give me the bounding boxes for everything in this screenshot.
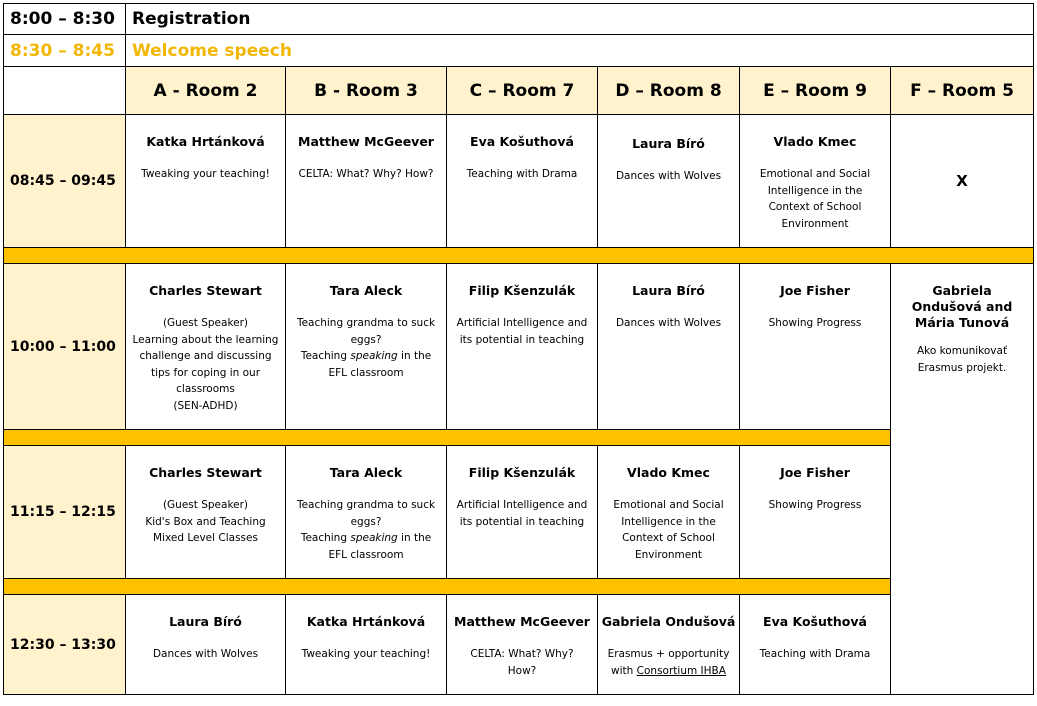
session-cell (447, 115, 598, 248)
room-f-header: F – Room 5 (891, 67, 1034, 115)
talk-title-text: Teaching grandma to suck eggs? (296, 499, 436, 528)
speaker-name: Tara Aleck (329, 465, 403, 480)
registration-label: Registration (126, 4, 1034, 35)
talk-title-text: Kid's Box and Teaching Mixed Level Classes (145, 515, 266, 544)
speaker-name: Katka Hrtánková (146, 134, 265, 149)
speaker-name: Laura Bíró (632, 283, 705, 298)
session-cell (447, 446, 598, 579)
break-bar (4, 579, 891, 595)
session-cell (447, 595, 598, 695)
session-cell-room-f (891, 264, 1034, 695)
speaker-name: Charles Stewart (149, 465, 262, 480)
speaker-name: Gabriela Ondušová and Mária Tunová (911, 283, 1013, 330)
speaker-name: Filip Kšenzulák (468, 283, 576, 298)
registration-time: 8:00 – 8:30 (4, 4, 126, 35)
break-row (4, 248, 1034, 264)
talk-title: Emotional and Social Intelligence in the Context of School Environment (759, 168, 871, 230)
talk-title (598, 646, 739, 679)
talk-subtitle-end: in the EFL classroom (328, 532, 432, 561)
slot-3-time: 11:15 – 12:15 (4, 446, 126, 579)
talk-subtitle-emphasis: speaking (350, 350, 398, 362)
talk-subtitle-start: Teaching (300, 350, 351, 362)
talk-title: Emotional and Social Intelligence in the Context of School Environment (613, 499, 724, 561)
room-e-header: E – Room 9 (740, 67, 891, 115)
speaker-name: Joe Fisher (780, 465, 850, 480)
rooms-header-row (4, 67, 1034, 115)
talk-title: CELTA: What? Why? How? (298, 168, 434, 180)
talk-subtitle-start: Teaching (300, 532, 351, 544)
session-cell (598, 446, 740, 579)
session-cell (740, 264, 891, 430)
slot-1-time: 08:45 – 09:45 (4, 115, 126, 248)
speaker-name: Tara Aleck (329, 283, 403, 298)
talk-subtitle (292, 348, 440, 381)
slot-3-row (4, 446, 1034, 579)
no-session-mark: X (891, 115, 1034, 248)
room-a-header: A - Room 2 (126, 67, 286, 115)
room-d-header: D – Room 8 (598, 67, 740, 115)
welcome-time: 8:30 – 8:45 (4, 35, 126, 67)
speaker-name: Matthew McGeever (298, 134, 434, 149)
room-c-header: C – Room 7 (447, 67, 598, 115)
session-cell (126, 115, 286, 248)
speaker-name: Gabriela Ondušová (601, 614, 736, 629)
session-cell (598, 595, 740, 695)
speaker-name: Vlado Kmec (627, 465, 710, 480)
speaker-name: Filip Kšenzulák (468, 465, 576, 480)
slot-1-row (4, 115, 1034, 248)
speaker-name: Eva Košuthová (470, 134, 574, 149)
session-cell (126, 446, 286, 579)
break-row (4, 430, 1034, 446)
room-b-header: B - Room 3 (286, 67, 447, 115)
session-cell (598, 115, 740, 248)
talk-subtitle-emphasis: speaking (350, 532, 398, 544)
break-row (4, 579, 1034, 595)
speaker-name: Vlado Kmec (773, 134, 857, 149)
speaker-name: Laura Bíró (632, 136, 705, 151)
guest-speaker-note: (Guest Speaker) (162, 499, 249, 511)
talk-title: Dances with Wolves (615, 170, 722, 182)
welcome-row (4, 35, 1034, 67)
talk-title: Dances with Wolves (152, 648, 259, 660)
break-bar (4, 430, 891, 446)
slot-2-time: 10:00 – 11:00 (4, 264, 126, 430)
session-cell (286, 264, 447, 430)
guest-speaker-note: (Guest Speaker) (162, 317, 249, 329)
consortium-link[interactable]: Consortium IHBA (636, 664, 726, 677)
talk-subtitle-end: in the EFL classroom (328, 350, 432, 379)
talk-title: Artificial Intelligence and its potential in teaching (456, 317, 588, 346)
schedule-table (3, 3, 1034, 695)
speaker-name: Eva Košuthová (763, 614, 867, 629)
session-cell (447, 264, 598, 430)
talk-title: Artificial Intelligence and its potential in teaching (456, 499, 588, 528)
corner-cell (4, 67, 126, 115)
session-cell (740, 446, 891, 579)
talk-title: Tweaking your teaching! (141, 168, 270, 180)
speaker-name: Laura Bíró (169, 614, 242, 629)
registration-row (4, 4, 1034, 35)
session-cell (598, 264, 740, 430)
talk-title-text: Erasmus + opportunity with (607, 648, 730, 677)
talk-title: Teaching with Drama (759, 648, 871, 660)
talk-title: Showing Progress (768, 317, 862, 329)
talk-title-text: Teaching grandma to suck eggs? (296, 317, 436, 346)
talk-title: Tweaking your teaching! (301, 648, 431, 660)
break-bar (4, 248, 1034, 264)
slot-4-time: 12:30 – 13:30 (4, 595, 126, 695)
talk-title: Ako komunikovať Erasmus projekt. (916, 345, 1008, 374)
welcome-label: Welcome speech (126, 35, 1034, 67)
slot-2-row (4, 264, 1034, 430)
session-cell (286, 446, 447, 579)
session-cell (126, 264, 286, 430)
speaker-name: Katka Hrtánková (306, 614, 426, 629)
speaker-name: Joe Fisher (780, 283, 850, 298)
session-cell (286, 595, 447, 695)
session-cell (126, 595, 286, 695)
talk-title: CELTA: What? Why? How? (470, 648, 574, 677)
talk-title-text: Learning about the learning challenge and discussing tips for coping in our classrooms (132, 333, 279, 395)
session-cell (740, 595, 891, 695)
talk-title: Showing Progress (768, 499, 862, 511)
talk-title (286, 315, 446, 381)
session-cell (740, 115, 891, 248)
slot-4-row (4, 595, 1034, 695)
talk-subtitle (292, 530, 440, 563)
talk-title: Dances with Wolves (615, 317, 722, 329)
talk-title (126, 315, 285, 414)
talk-title (286, 497, 446, 563)
talk-title (126, 497, 285, 547)
speaker-name: Charles Stewart (149, 283, 262, 298)
speaker-name: Matthew McGeever (454, 614, 590, 629)
session-cell (286, 115, 447, 248)
talk-title: Teaching with Drama (466, 168, 578, 180)
talk-title-suffix: (SEN-ADHD) (173, 399, 238, 412)
